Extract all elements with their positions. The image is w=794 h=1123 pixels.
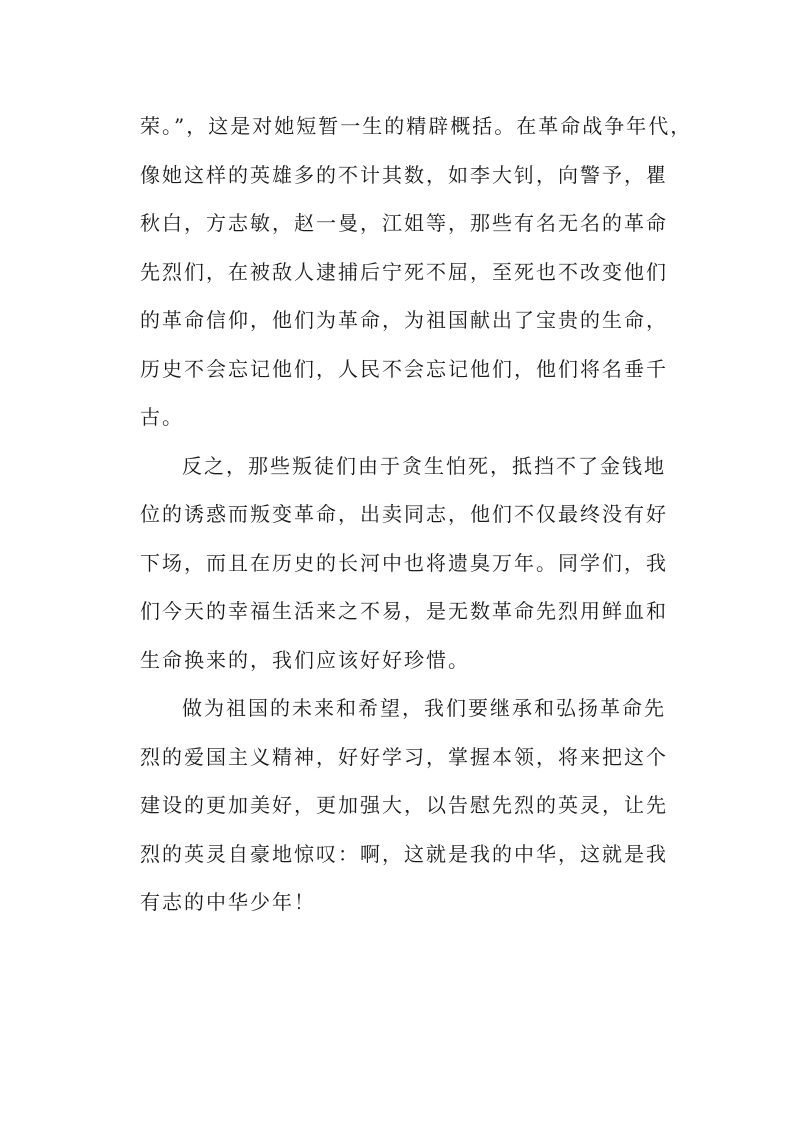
paragraph-line: 荣。”，这是对她短暂一生的精辟概括。在革命战争年代，	[140, 114, 693, 138]
paragraph-line: 像她这样的英雄多的不计其数，如李大钊，向警予，瞿	[140, 162, 668, 187]
paragraph-2	[140, 442, 670, 685]
paragraph-line: 做为祖国的未来和希望，我们要继承和弘扬革命先	[182, 696, 666, 720]
paragraph-1	[140, 102, 693, 442]
paragraph-line: 先烈们，在被敌人逮捕后宁死不屈，至死也不改变他们	[140, 259, 668, 284]
paragraph-line: 反之，那些叛徒们由于贪生怕死，抵挡不了金钱地	[182, 453, 666, 478]
paragraph-line: 有志的中华少年！	[140, 890, 316, 914]
paragraph-3	[140, 684, 670, 927]
document-body	[140, 102, 693, 927]
paragraph-line: 下场，而且在历史的长河中也将遗臭万年。同学们，我	[140, 550, 668, 575]
paragraph-line: 历史不会忘记他们，人民不会忘记他们，他们将名垂千	[140, 356, 668, 381]
paragraph-line: 生命换来的，我们应该好好珍惜。	[140, 647, 470, 672]
paragraph-line: 烈的英灵自豪地惊叹：啊，这就是我的中华，这就是我	[140, 841, 668, 866]
paragraph-line: 秋白，方志敏，赵一曼，江姐等，那些有名无名的革命	[140, 211, 668, 235]
paragraph-line: 的革命信仰，他们为革命，为祖国献出了宝贵的生命，	[140, 308, 668, 332]
paragraph-line: 古。	[140, 405, 184, 429]
paragraph-line: 烈的爱国主义精神，好好学习，掌握本领，将来把这个	[140, 744, 668, 769]
paragraph-line: 们今天的幸福生活来之不易，是无数革命先烈用鲜血和	[140, 599, 668, 623]
paragraph-line: 位的诱惑而叛变革命，出卖同志，他们不仅最终没有好	[140, 502, 668, 526]
paragraph-line: 建设的更加美好，更加强大，以告慰先烈的英灵，让先	[140, 793, 668, 817]
